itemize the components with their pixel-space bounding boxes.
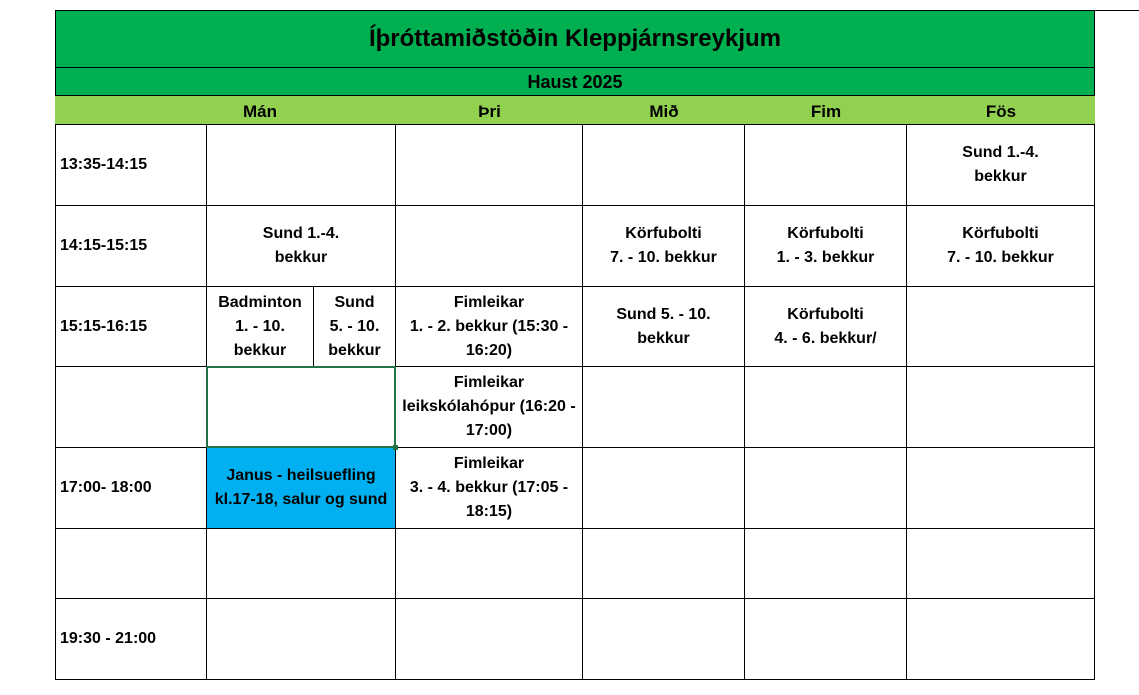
event-fri-row-1[interactable]: Sund 1.-4. bekkur [962, 144, 1039, 185]
event-thu-row-3[interactable]: Körfubolti 4. - 6. bekkur/ [774, 305, 877, 347]
day-header-tue: Þri [478, 102, 501, 121]
day-header-wed: Mið [649, 102, 679, 121]
event-wed-row-2[interactable]: Körfubolti 7. - 10. bekkur [610, 225, 717, 266]
selected-cell[interactable] [206, 366, 396, 448]
event-mon-row-5[interactable]: Janus - heilsuefling kl.17-18, salur og sund [214, 467, 388, 508]
event-tue-row-5[interactable]: Fimleikar 3. - 4. bekkur (17:05 - 18:15) [409, 455, 569, 520]
time-row-3: 15:15-16:15 [60, 317, 148, 335]
time-row-6 [56, 529, 206, 598]
day-header-fri: Fös [985, 102, 1017, 121]
day-header-mon: Mán [243, 102, 277, 121]
time-row-2: 14:15-15:15 [60, 237, 148, 254]
sheet-edge-line [1095, 10, 1139, 11]
day-header-thu: Fim [810, 102, 842, 121]
event-thu-row-2[interactable]: Körfubolti 1. - 3. bekkur [776, 225, 875, 266]
time-row-5: 17:00- 18:00 [60, 479, 152, 496]
event-fri-row-2[interactable]: Körfubolti 7. - 10. bekkur [947, 225, 1054, 266]
schedule-title: Íþróttamiðstöðin Kleppjárnsreykjum [368, 25, 782, 52]
event-mon-b-row-3[interactable]: Sund 5. - 10. bekkur [328, 293, 381, 359]
time-row-1: 13:35-14:15 [60, 156, 148, 173]
event-mon-a-row-3[interactable]: Badminton 1. - 10. bekkur [218, 293, 302, 359]
event-tue-row-3[interactable]: Fimleikar 1. - 2. bekkur (15:30 - 16:20) [409, 293, 569, 359]
time-row-7: 19:30 - 21:00 [60, 630, 157, 647]
event-mon-row-2[interactable]: Sund 1.-4. bekkur [262, 225, 340, 266]
schedule-subtitle: Haust 2025 [527, 72, 623, 92]
event-tue-row-4[interactable]: Fimleikar leikskólahópur (16:20 - 17:00) [402, 374, 576, 439]
time-row-4 [56, 367, 206, 447]
event-wed-row-3[interactable]: Sund 5. - 10. bekkur [616, 305, 711, 347]
